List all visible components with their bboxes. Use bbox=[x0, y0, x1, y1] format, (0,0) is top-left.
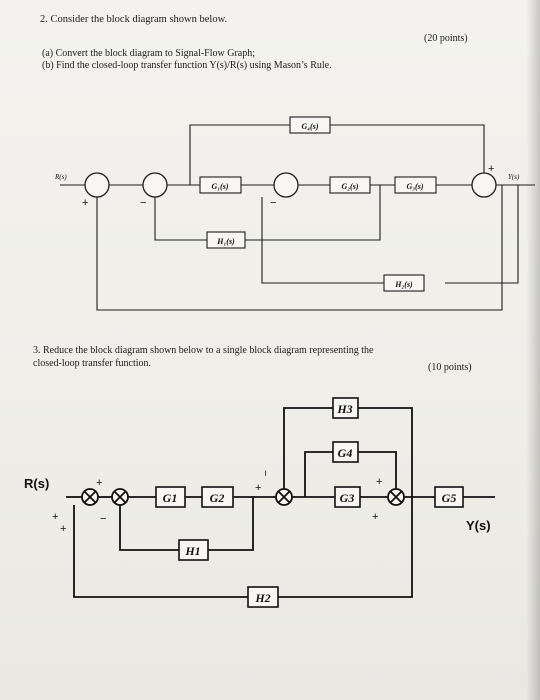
block-G4 bbox=[333, 442, 358, 462]
block-G3 bbox=[335, 487, 360, 507]
svg-text:G₁(s): G₁(s) bbox=[211, 182, 229, 191]
svg-text:−: − bbox=[140, 197, 147, 209]
problem2-points: (20 points) bbox=[424, 33, 468, 44]
block-H1 bbox=[179, 540, 208, 560]
p3-output-label: Y(s) bbox=[466, 518, 491, 533]
p3-input-label: R(s) bbox=[24, 476, 50, 491]
svg-text:G3: G3 bbox=[339, 491, 355, 505]
block-H3 bbox=[333, 398, 358, 418]
summing-junction-c bbox=[276, 489, 292, 505]
svg-text:+: + bbox=[96, 477, 103, 489]
block-G1 bbox=[156, 487, 185, 507]
block-G5 bbox=[435, 487, 463, 507]
p2-input-label: R(s) bbox=[55, 173, 67, 181]
svg-text:G4: G4 bbox=[337, 446, 353, 460]
svg-text:G2: G2 bbox=[209, 491, 225, 505]
svg-text:H3: H3 bbox=[337, 402, 353, 416]
svg-text:+: + bbox=[372, 511, 379, 523]
svg-text:G5: G5 bbox=[441, 491, 457, 505]
p2-output-label: Y(s) bbox=[508, 173, 520, 181]
problem3-header-cont: closed-loop transfer function. bbox=[33, 358, 152, 369]
svg-text:G₄(s): G₄(s) bbox=[301, 122, 319, 131]
svg-text:+: + bbox=[376, 476, 383, 488]
problem2-header: 2. Consider the block diagram shown below. bbox=[40, 14, 228, 25]
svg-text:+: + bbox=[52, 511, 59, 523]
svg-text:+: + bbox=[82, 197, 89, 209]
block-H2 bbox=[248, 587, 278, 607]
summing-junction-a bbox=[82, 489, 98, 505]
problem3-header: 3. Reduce the block diagram shown below to a single block diagram representing the bbox=[33, 345, 374, 356]
svg-text:G₂(s): G₂(s) bbox=[341, 182, 359, 191]
svg-text:−: − bbox=[270, 197, 277, 209]
block-G2 bbox=[202, 487, 233, 507]
svg-text:H₂(s): H₂(s) bbox=[395, 280, 413, 289]
summing-junction-b bbox=[112, 489, 128, 505]
problem2-part-a: (a) Convert the block diagram to Signal-Flow Graph; bbox=[42, 48, 256, 59]
svg-text:+: + bbox=[488, 163, 495, 175]
svg-text:G₃(s): G₃(s) bbox=[406, 182, 424, 191]
svg-text:−: − bbox=[100, 513, 107, 525]
svg-text:+: + bbox=[60, 523, 67, 535]
svg-text:+: + bbox=[255, 482, 262, 494]
problem3-points: (10 points) bbox=[428, 362, 472, 373]
svg-text:H1: H1 bbox=[185, 544, 201, 558]
summing-junction-d bbox=[388, 489, 404, 505]
svg-text:−: − bbox=[259, 470, 271, 477]
svg-text:H2: H2 bbox=[255, 591, 271, 605]
problem2-part-b: (b) Find the closed-loop transfer function Y(s)/R(s) using Mason’s Rule. bbox=[42, 60, 332, 71]
svg-text:G1: G1 bbox=[162, 491, 178, 505]
svg-text:H₁(s): H₁(s) bbox=[217, 237, 235, 246]
